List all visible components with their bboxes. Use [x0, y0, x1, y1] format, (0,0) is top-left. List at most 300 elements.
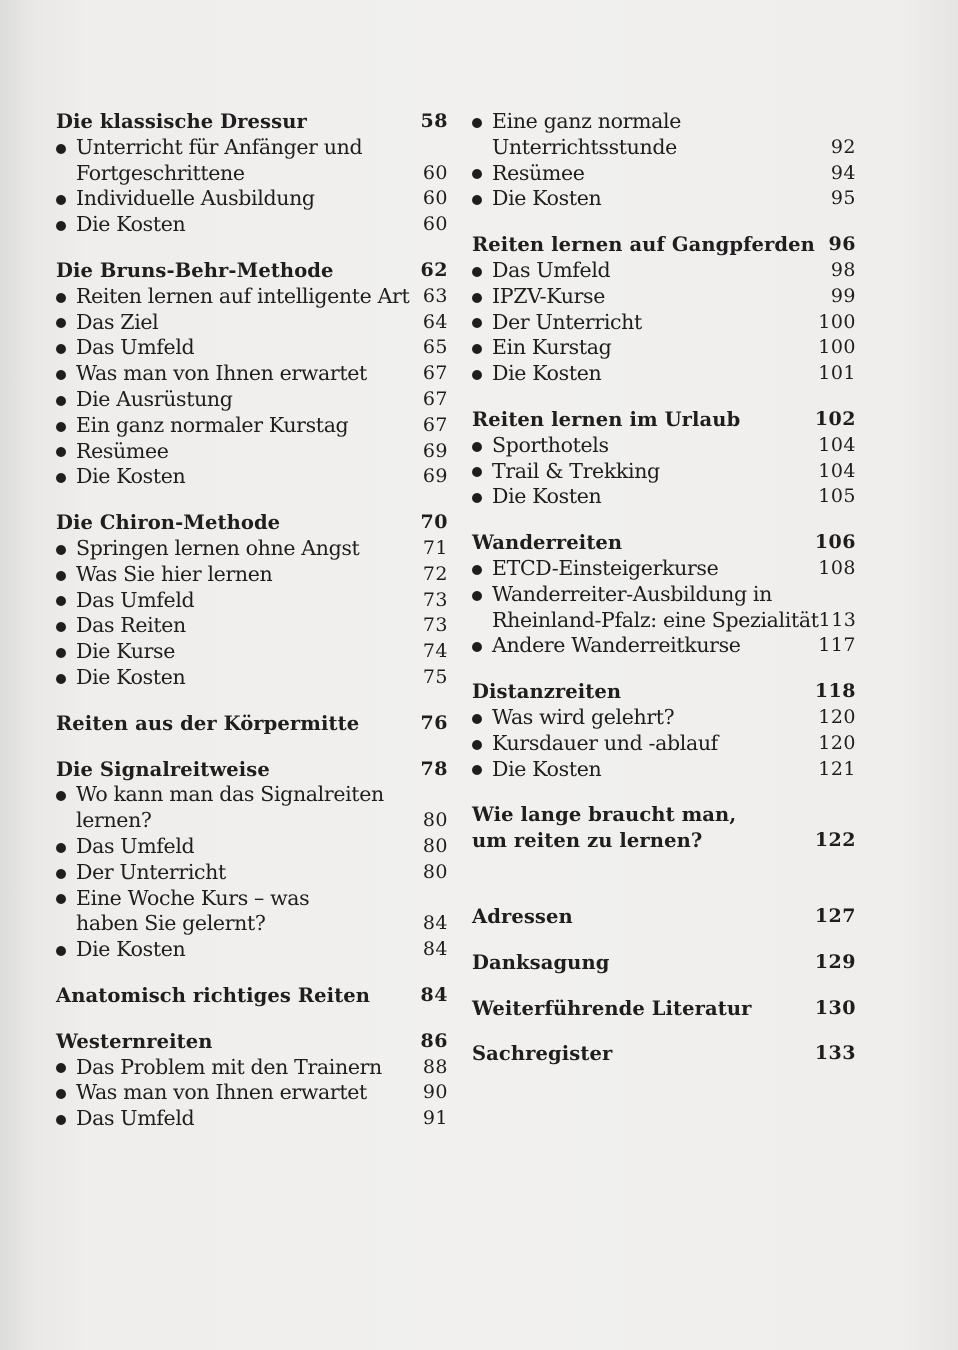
entry-text — [472, 109, 681, 135]
section-title — [472, 530, 856, 556]
bullet-icon — [56, 370, 76, 387]
page-number: 101 — [818, 362, 856, 385]
text-label: Distanzreiten — [472, 680, 622, 704]
bullet-icon — [472, 467, 492, 484]
text-label: Die Kosten — [76, 464, 186, 489]
text-label: Das Umfeld — [76, 1106, 195, 1131]
page-number: 129 — [814, 950, 856, 973]
page-number: 94 — [830, 161, 856, 184]
entry-text — [472, 135, 677, 161]
text-label: Die Kosten — [76, 937, 186, 962]
entry-text — [56, 135, 362, 161]
section-title-text — [56, 757, 270, 783]
text-label: haben Sie gelernt? — [76, 911, 266, 936]
bullet-icon — [56, 422, 76, 439]
text-label: Ein ganz normaler Kurstag — [76, 412, 349, 437]
bullet-icon — [56, 293, 76, 310]
bullet-icon — [56, 674, 76, 691]
section-title-text — [56, 258, 334, 284]
entry-text — [56, 413, 348, 439]
bullet-icon — [56, 791, 76, 808]
page-number: 88 — [422, 1055, 448, 1078]
toc-entry — [56, 639, 448, 665]
toc-section — [56, 510, 448, 691]
bullet-icon — [472, 370, 492, 387]
toc-entry — [56, 212, 448, 238]
bullet-icon — [472, 267, 492, 284]
text-label: Sporthotels — [492, 432, 609, 457]
bullet-icon — [56, 946, 76, 963]
section-title — [472, 950, 856, 976]
entry-text — [56, 335, 194, 361]
entry-text — [56, 1055, 382, 1081]
text-label: IPZV-Kurse — [492, 283, 606, 308]
entry-text — [56, 1080, 367, 1106]
bullet-icon — [56, 473, 76, 490]
page-number: 84 — [420, 983, 448, 1006]
text-label: Die Kosten — [492, 361, 602, 386]
page-number: 100 — [818, 336, 856, 359]
entry-text — [472, 705, 674, 731]
page-number: 118 — [814, 680, 856, 703]
bullet-icon — [472, 442, 492, 459]
bullet-icon — [56, 318, 76, 335]
page-number: 75 — [422, 665, 448, 688]
page-number: 117 — [818, 634, 856, 657]
text-label: Die Kosten — [492, 756, 602, 781]
text-label: Eine ganz normale — [492, 109, 681, 133]
page-number: 113 — [818, 608, 857, 631]
text-label: Das Umfeld — [76, 335, 195, 360]
toc-entry — [56, 413, 448, 439]
text-label: Was man von Ihnen erwartet — [76, 361, 367, 386]
text-label: Die Kosten — [76, 212, 186, 237]
bullet-icon — [56, 843, 76, 860]
section-title-text — [472, 950, 609, 976]
bullet-icon — [56, 396, 76, 413]
toc-section — [56, 258, 448, 490]
section-title-text — [472, 904, 573, 930]
page-number: 70 — [420, 511, 448, 534]
page-number: 104 — [818, 433, 856, 456]
page-number: 72 — [422, 562, 448, 585]
page-number: 130 — [814, 996, 856, 1019]
toc-section — [472, 802, 856, 854]
entry-text — [56, 911, 266, 937]
text-label: Reiten aus der Körpermitte — [56, 711, 360, 735]
toc-entry — [56, 937, 448, 963]
toc-entry — [472, 484, 856, 510]
bullet-icon — [472, 344, 492, 361]
entry-text — [472, 335, 611, 361]
section-title-text — [56, 109, 307, 135]
toc-entry — [56, 387, 448, 413]
section-title-text — [56, 983, 370, 1009]
text-label: Fortgeschrittene — [76, 160, 245, 185]
bullet-icon — [56, 447, 76, 464]
text-label: Die Signalreitweise — [56, 757, 270, 781]
bullet-icon — [56, 622, 76, 639]
entry-text — [472, 556, 718, 582]
toc-section — [472, 109, 856, 212]
section-title — [472, 904, 856, 930]
entry-text — [56, 464, 185, 490]
toc-entry — [56, 782, 448, 808]
text-label: Resümee — [492, 160, 585, 185]
text-label: Die Ausrüstung — [76, 386, 233, 411]
entry-text — [56, 639, 175, 665]
page-number: 60 — [422, 161, 448, 184]
page-number: 65 — [422, 336, 448, 359]
toc-entry — [472, 284, 856, 310]
bullet-icon — [472, 195, 492, 212]
page-number: 122 — [814, 829, 856, 852]
text-label: Ein Kurstag — [492, 335, 612, 360]
text-label: Was Sie hier lernen — [76, 561, 273, 586]
toc-section — [56, 711, 448, 737]
bullet-icon — [472, 765, 492, 782]
entry-text — [56, 613, 186, 639]
toc-column-left — [56, 109, 448, 1152]
toc-entry — [56, 464, 448, 490]
section-title — [56, 1029, 448, 1055]
entry-text — [56, 186, 315, 212]
page-number: 92 — [830, 135, 856, 158]
section-title — [56, 757, 448, 783]
bullet-icon — [472, 169, 492, 186]
toc-entry — [472, 582, 856, 608]
text-label: Die klassische Dressur — [56, 110, 307, 133]
section-title — [472, 802, 856, 828]
toc-entry — [56, 335, 448, 361]
bullet-icon — [472, 293, 492, 310]
toc-entry — [56, 161, 448, 187]
bullet-icon — [56, 221, 76, 238]
toc-entry — [56, 361, 448, 387]
toc-section — [472, 530, 856, 659]
text-label: Wie lange braucht man, — [472, 803, 737, 827]
section-title — [472, 996, 856, 1022]
text-label: Resümee — [76, 438, 169, 463]
section-title-text — [56, 711, 359, 737]
page-number: 106 — [814, 531, 856, 554]
entry-text — [56, 665, 185, 691]
page-number: 133 — [814, 1042, 856, 1065]
bullet-icon — [472, 118, 492, 135]
bullet-icon — [56, 344, 76, 361]
bullet-icon — [56, 894, 76, 911]
bullet-icon — [56, 1089, 76, 1106]
toc-section — [472, 679, 856, 782]
section-title — [56, 109, 448, 135]
bullet-icon — [472, 318, 492, 335]
page-number: 67 — [422, 387, 448, 410]
section-title — [472, 407, 856, 433]
entry-text — [56, 212, 185, 238]
toc-entry — [472, 335, 856, 361]
page-number: 71 — [422, 536, 448, 559]
page-number: 121 — [818, 757, 856, 780]
entry-text — [56, 439, 169, 465]
bullet-icon — [56, 869, 76, 886]
bullet-icon — [472, 591, 492, 608]
page-number: 73 — [422, 588, 448, 611]
toc-entry — [472, 433, 856, 459]
page-number: 84 — [422, 912, 448, 935]
toc-entry — [56, 834, 448, 860]
toc-entry — [56, 186, 448, 212]
text-label: Adressen — [472, 904, 573, 928]
entry-text — [56, 782, 384, 808]
text-label: Eine Woche Kurs – was — [76, 885, 310, 910]
text-label: Reiten lernen auf Gangpferden — [472, 233, 815, 257]
page-number: 78 — [420, 757, 448, 780]
toc-entry — [472, 459, 856, 485]
toc-entry — [56, 439, 448, 465]
toc-entry — [56, 310, 448, 336]
page-number: 63 — [422, 284, 448, 307]
entry-text — [472, 310, 642, 336]
text-label: Westernreiten — [56, 1029, 213, 1053]
section-title-text — [472, 679, 621, 705]
page-number: 100 — [818, 310, 856, 333]
text-label: Die Kosten — [492, 484, 602, 509]
page-number: 60 — [422, 187, 448, 210]
page-number: 67 — [422, 362, 448, 385]
toc-section — [472, 407, 856, 510]
text-label: Der Unterricht — [492, 309, 642, 334]
text-label: Das Problem mit den Trainern — [76, 1054, 382, 1079]
text-label: Unterricht für Anfänger und — [76, 134, 363, 159]
text-label: Was wird gelehrt? — [492, 704, 675, 729]
text-label: Kursdauer und -ablauf — [492, 730, 718, 755]
text-label: Springen lernen ohne Angst — [76, 535, 360, 560]
entry-text — [472, 484, 601, 510]
page-number: 96 — [828, 233, 856, 256]
entry-text — [472, 284, 605, 310]
toc-section — [472, 996, 856, 1022]
toc-entry — [472, 310, 856, 336]
page-number: 91 — [422, 1107, 448, 1130]
section-title-text — [472, 407, 740, 433]
toc-entry — [56, 808, 448, 834]
section-title-text — [56, 1029, 213, 1055]
toc-section — [472, 950, 856, 976]
entry-text — [472, 633, 741, 659]
entry-text — [56, 860, 226, 886]
toc-column-right — [472, 109, 856, 1087]
text-label: Sachregister — [472, 1042, 613, 1066]
page-number: 84 — [422, 938, 448, 961]
text-label: Wanderreiten — [472, 531, 623, 555]
toc-section — [56, 983, 448, 1009]
entry-text — [472, 459, 660, 485]
text-label: Weiterführende Literatur — [472, 996, 752, 1020]
text-label: Andere Wanderreitkurse — [492, 633, 741, 658]
entry-text — [56, 310, 158, 336]
text-label: Die Kurse — [76, 639, 176, 664]
toc-entry — [472, 135, 856, 161]
section-title-text — [472, 530, 622, 556]
page-number: 80 — [422, 809, 448, 832]
text-label: Die Bruns-Behr-Methode — [56, 258, 334, 282]
entry-text — [56, 387, 233, 413]
toc-entry — [56, 588, 448, 614]
toc-entry — [472, 608, 856, 634]
page-number: 62 — [420, 258, 448, 281]
text-label: Was man von Ihnen erwartet — [76, 1080, 367, 1105]
text-label: Die Kosten — [76, 664, 186, 689]
toc-entry — [56, 135, 448, 161]
text-label: Die Kosten — [492, 186, 602, 211]
text-label: Das Reiten — [76, 613, 186, 638]
text-label: um reiten zu lernen? — [472, 829, 703, 853]
entry-text — [56, 1106, 194, 1132]
entry-text — [56, 834, 194, 860]
toc-entry — [472, 161, 856, 187]
section-title-text — [472, 802, 736, 828]
toc-entry — [56, 1106, 448, 1132]
text-label: Wanderreiter-Ausbildung in — [492, 581, 772, 606]
text-label: Das Umfeld — [492, 257, 611, 282]
entry-text — [472, 757, 601, 783]
page-number: 127 — [814, 904, 856, 927]
entry-text — [56, 536, 359, 562]
page-number: 102 — [814, 407, 856, 430]
bullet-icon — [56, 648, 76, 665]
bullet-icon — [56, 1115, 76, 1132]
text-label: Danksagung — [472, 950, 610, 974]
section-title-text — [472, 828, 702, 854]
toc-entry — [56, 1055, 448, 1081]
toc-entry — [472, 109, 856, 135]
page-number: 120 — [818, 705, 856, 728]
toc-entry — [472, 757, 856, 783]
toc-entry — [472, 258, 856, 284]
entry-text — [56, 562, 272, 588]
bullet-icon — [472, 565, 492, 582]
section-title-text — [472, 996, 752, 1022]
bullet-icon — [56, 1063, 76, 1080]
text-label: Anatomisch richtiges Reiten — [56, 983, 371, 1007]
text-label: Der Unterricht — [76, 859, 226, 884]
page-number: 64 — [422, 310, 448, 333]
section-title — [472, 1041, 856, 1067]
entry-text — [56, 937, 185, 963]
toc-entry — [56, 886, 448, 912]
entry-text — [56, 284, 409, 310]
text-label: Die Chiron-Methode — [56, 511, 281, 535]
entry-text — [472, 582, 772, 608]
bullet-icon — [56, 144, 76, 161]
text-label: Rheinland-Pfalz: eine Spezialität — [492, 607, 819, 632]
toc-entry — [56, 284, 448, 310]
text-label: lernen? — [76, 808, 152, 833]
toc-entry — [56, 1080, 448, 1106]
section-title — [56, 510, 448, 536]
section-title — [56, 983, 448, 1009]
toc-entry — [56, 613, 448, 639]
page-number: 120 — [818, 731, 856, 754]
text-label: Das Ziel — [76, 309, 159, 334]
toc-section — [472, 904, 856, 930]
entry-text — [472, 731, 718, 757]
toc-entry — [472, 556, 856, 582]
entry-text — [56, 588, 194, 614]
toc-entry — [472, 361, 856, 387]
text-label: Reiten lernen im Urlaub — [472, 407, 741, 431]
toc-section — [56, 1029, 448, 1132]
section-title — [472, 828, 856, 854]
page-number: 108 — [818, 556, 856, 579]
toc-section — [56, 757, 448, 963]
entry-text — [56, 808, 152, 834]
toc-entry — [472, 705, 856, 731]
page-number: 58 — [420, 110, 448, 132]
page-number: 80 — [422, 860, 448, 883]
bullet-icon — [472, 642, 492, 659]
page-number: 86 — [420, 1029, 448, 1052]
entry-text — [56, 161, 245, 187]
bullet-icon — [472, 740, 492, 757]
toc-entry — [56, 536, 448, 562]
page-number: 76 — [420, 711, 448, 734]
page-number: 104 — [818, 459, 856, 482]
page-number: 90 — [422, 1081, 448, 1104]
page-number: 69 — [422, 439, 448, 462]
toc-entry — [56, 562, 448, 588]
toc-entry — [472, 186, 856, 212]
entry-text — [472, 161, 585, 187]
page-number: 105 — [818, 485, 856, 508]
section-title — [472, 679, 856, 705]
section-title — [472, 232, 856, 258]
entry-text — [472, 433, 609, 459]
page-number: 69 — [422, 465, 448, 488]
entry-text — [472, 186, 601, 212]
toc-section — [472, 1041, 856, 1067]
section-title-text — [56, 510, 280, 536]
entry-text — [472, 258, 610, 284]
bullet-icon — [56, 195, 76, 212]
toc-entry — [56, 911, 448, 937]
section-title-text — [472, 232, 815, 258]
bullet-icon — [56, 596, 76, 613]
entry-text — [472, 361, 601, 387]
toc-entry — [472, 731, 856, 757]
bullet-icon — [472, 493, 492, 510]
text-label: Das Umfeld — [76, 833, 195, 858]
text-label: Wo kann man das Signalreiten — [76, 782, 384, 807]
text-label: Trail & Trekking — [492, 458, 660, 483]
page-number: 74 — [422, 640, 448, 663]
toc-section — [472, 232, 856, 387]
page-number: 73 — [422, 614, 448, 637]
section-title — [56, 711, 448, 737]
text-label: Unterrichtsstunde — [492, 134, 677, 159]
page-number: 67 — [422, 413, 448, 436]
toc-entry — [472, 633, 856, 659]
toc-entry — [56, 665, 448, 691]
text-label: ETCD-Einsteigerkurse — [492, 555, 719, 580]
page-number: 99 — [830, 284, 856, 307]
text-label: Reiten lernen auf intelligente Art — [76, 283, 410, 308]
section-title-text — [472, 1041, 612, 1067]
page-number: 98 — [830, 258, 856, 281]
bullet-icon — [472, 714, 492, 731]
entry-text — [56, 361, 367, 387]
bullet-icon — [56, 571, 76, 588]
